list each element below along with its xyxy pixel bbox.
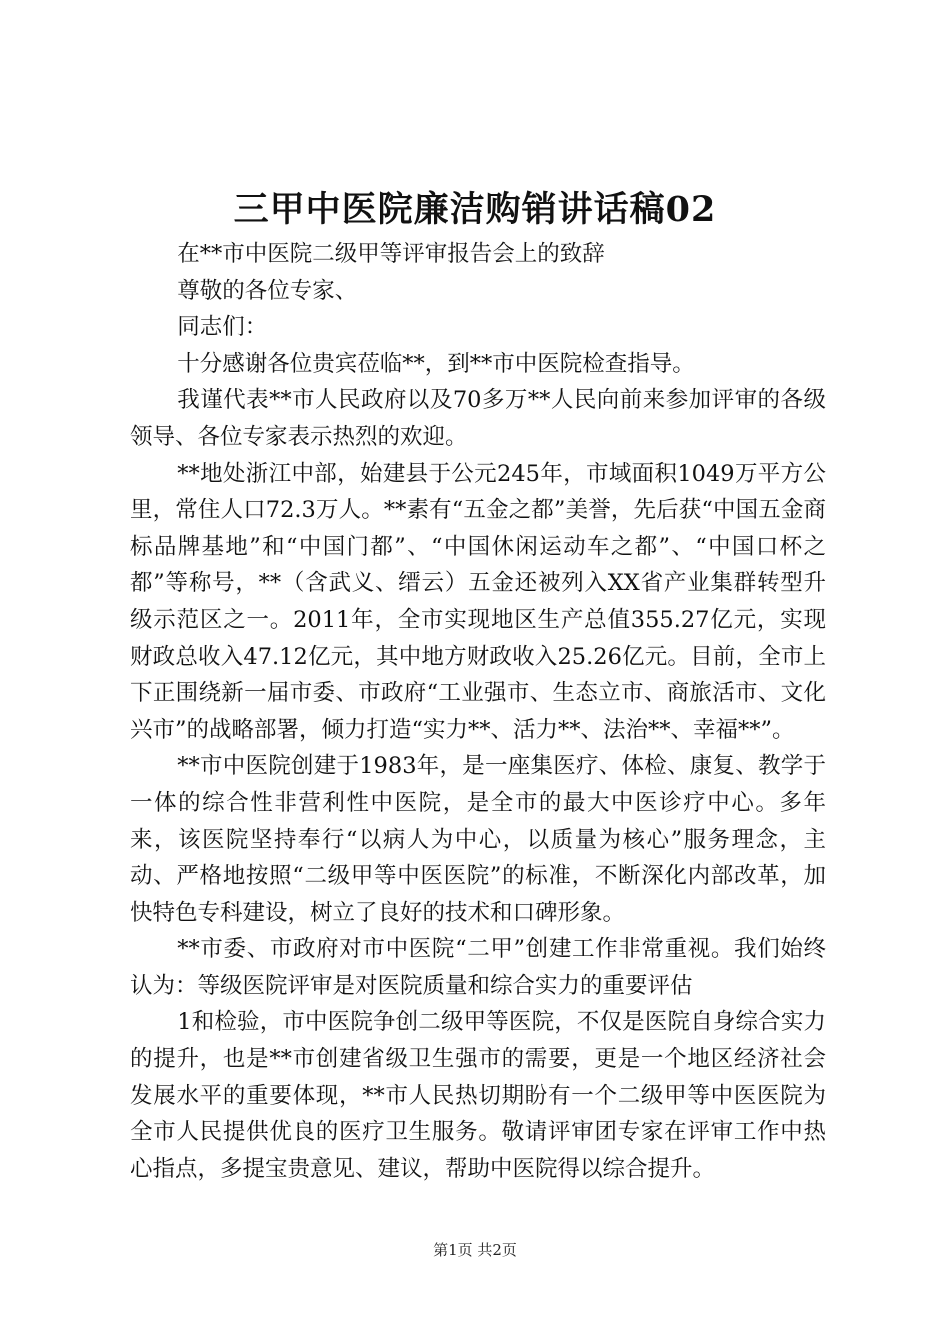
document-body (130, 236, 826, 1187)
paragraph-occasion: 在**市中医院二级甲等评审报告会上的致辞 (177, 241, 605, 267)
document-title: 三甲中医院廉洁购销讲话稿02 (233, 189, 717, 230)
paragraph-city-overview: **地处浙江中部，始建县于公元245年，市域面积1049万平方公里，常住人口72.3万人。**素有“五金之都”美誉，先后获“中国五金商标品牌基地”和“中国门都”、“中国休闲运动车之都”、“中国口杯之都”等称号，**（含武义、缙云）五金还被列入XX省产业集群转型升级示范区之一。2011年，全市实现地区生产总值355.27亿元，实现财政总收入47.12亿元，其中地方财政收入25.26亿元。目前，全市上下正围绕新一届市委、市政府“工业强市、生态立市、商旅活市、文化兴市”的战略部署，倾力打造“实力**、活力**、法治**、幸福**”。 (130, 460, 826, 743)
page-footer: 第1页 共2页 (433, 1241, 517, 1259)
paragraph-closing: 1和检验，市中医院争创二级甲等医院，不仅是医院自身综合实力的提升，也是**市创建省级卫生强市的需要，更是一个地区经济社会发展水平的重要体现，**市人民热切期盼有一个二级甲等中医医院为全市人民提供优良的医疗卫生服务。敬请评审团专家在评审工作中热心指点，多提宝贵意见、建议，帮助中医院得以综合提升。 (130, 1009, 826, 1182)
paragraph-government-support: **市委、市政府对市中医院“二甲”创建工作非常重视。我们始终认为：等级医院评审是对医院质量和综合实力的重要评估 (130, 936, 826, 999)
paragraph-salutation-comrades: 同志们： (177, 314, 268, 341)
paragraph-hospital-overview: **市中医院创建于1983年，是一座集医疗、体检、康复、教学于一体的综合性非营利性中医院，是全市的最大中医诊疗中心。多年来，该医院坚持奉行“以病人为中心，以质量为核心”服务理念，主动、严格地按照“二级甲等中医医院”的标准，不断深化内部改革，加快特色专科建设，树立了良好的技术和口碑形象。 (130, 753, 826, 926)
paragraph-welcome: 我谨代表**市人民政府以及70多万**人民向前来参加评审的各级领导、各位专家表示热烈的欢迎。 (130, 387, 826, 450)
paragraph-thanks: 十分感谢各位贵宾莅临**，到**市中医院检查指导。 (177, 350, 695, 377)
paragraph-salutation-experts: 尊敬的各位专家、 (177, 277, 358, 304)
